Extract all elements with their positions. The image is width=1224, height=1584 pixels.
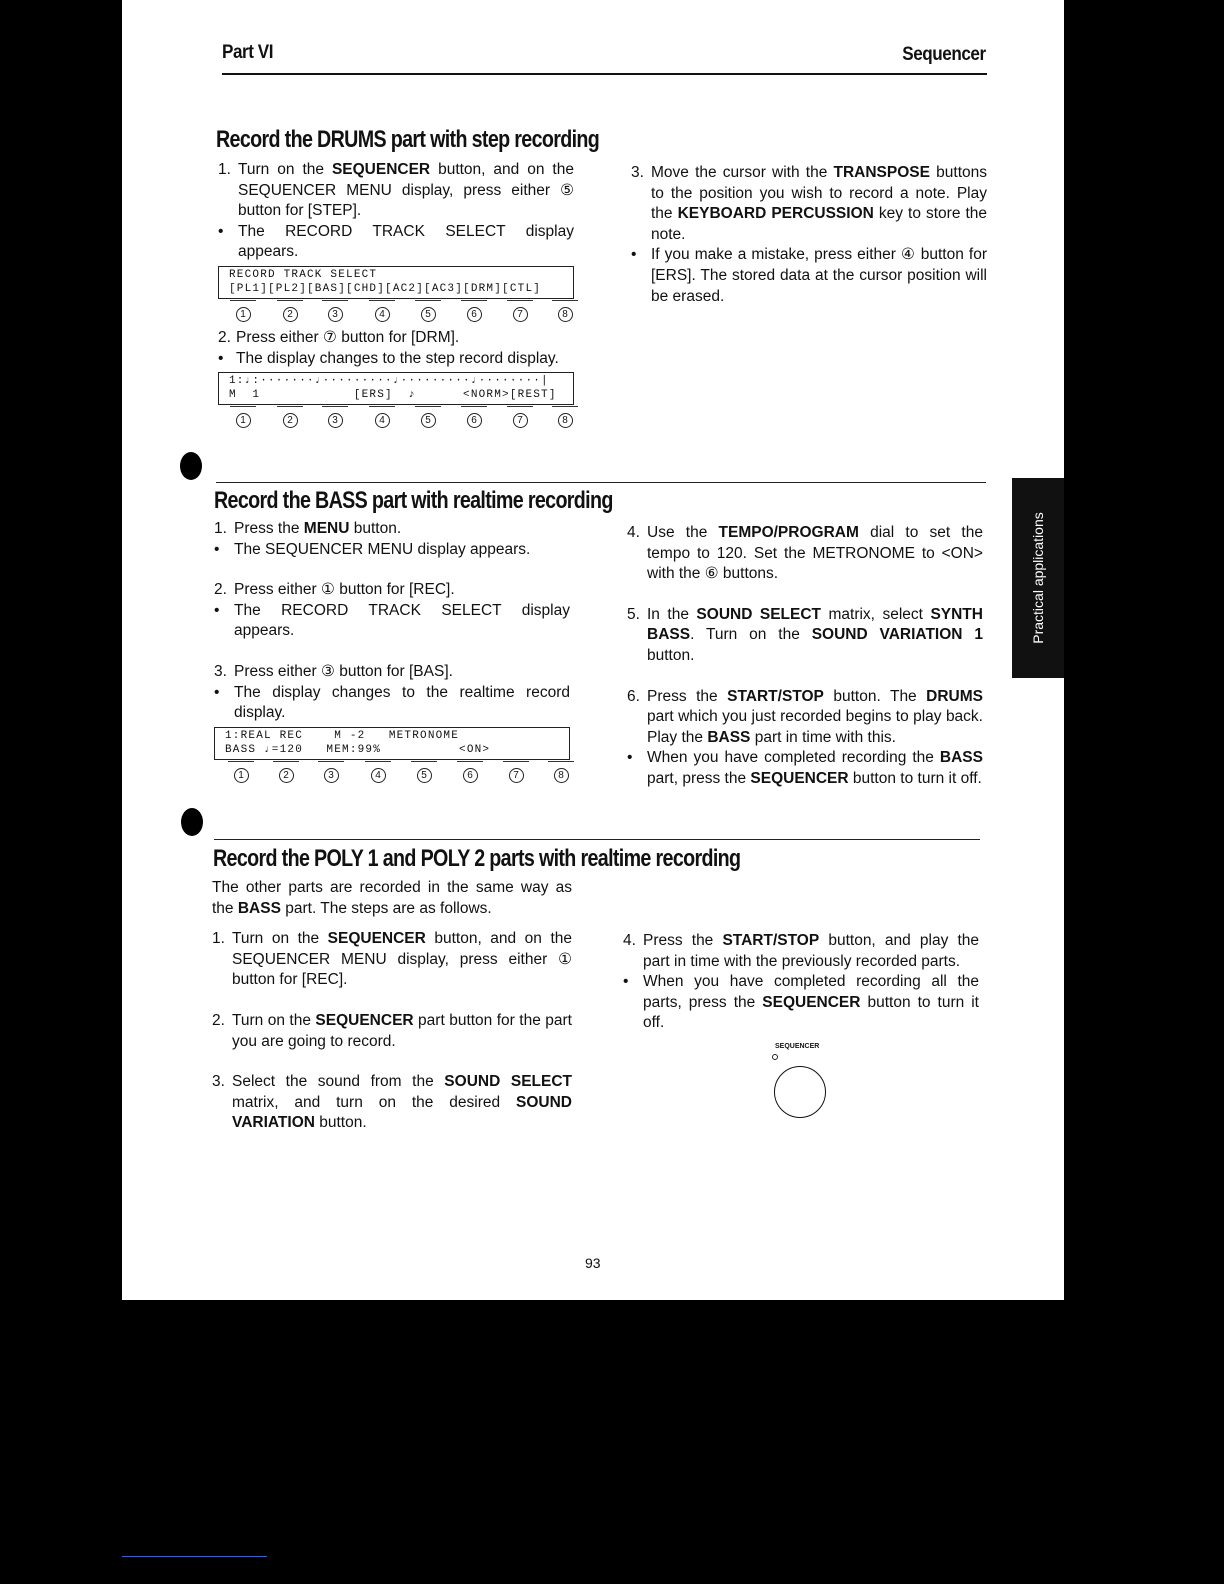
poly-left-column (212, 878, 572, 1134)
poly-bullet-4: • When you have completed recording all the parts, press the SEQUENCER button to turn it off. (623, 973, 979, 1032)
poly-intro: The other parts are recorded in the same way as the BASS part. The steps are as follows. (212, 879, 572, 917)
softkey-8: 8 (552, 300, 578, 324)
bass-bullet-6: • When you have completed recording the BASS part, press the SEQUENCER button to turn it off. (627, 749, 983, 787)
section-rule (214, 839, 980, 840)
sequencer-button-icon (774, 1066, 826, 1118)
bass-step-6: 6. Press the START/STOP button. The DRUMS part which you just recorded begins to play back. Play the BASS part in time with this. (627, 687, 984, 746)
section-title-drums: Record the DRUMS part with step recording (216, 126, 600, 153)
softkey-2: 2 (273, 761, 299, 785)
poly-step-2: 2. Turn on the SEQUENCER part button for the part you are going to record. (212, 1011, 572, 1050)
softkey-5: 5 (411, 761, 437, 785)
softkey-1: 1 (230, 300, 256, 324)
bass-bullet-1: • The SEQUENCER MENU display appears. (214, 540, 531, 558)
bass-step-5: 5. In the SOUND SELECT matrix, select SYNTH BASS. Turn on the SOUND VARIATION 1 button. (627, 605, 983, 664)
softkey-7: 7 (507, 406, 533, 430)
bass-step-2: 2. Press either ① button for [REC]. (214, 581, 455, 599)
drums-right-column (631, 163, 987, 307)
scan-edge-line (122, 1556, 267, 1557)
bass-step-4: 4. Use the TEMPO/PROGRAM dial to set the tempo to 120. Set the METRONOME to <ON> with the ⑥ buttons. (627, 524, 983, 583)
softkey-2: 2 (277, 406, 303, 430)
softkey-row (214, 761, 570, 789)
softkey-5: 5 (415, 406, 441, 430)
lcd-step-record: 1:♩:·······♩·········♩·········♩········| M 1 [ERS] ♪ <NORM>[REST] (218, 372, 574, 405)
bass-right-column (627, 523, 983, 790)
bass-left-column (214, 519, 570, 789)
drums-step-3: 3. Move the cursor with the TRANSPOSE buttons to the position you wish to record a note. Play the KEYBOARD PERCUSSION key to store the note. (631, 164, 988, 243)
section-title-bass: Record the BASS part with realtime recording (214, 487, 613, 514)
softkey-6: 6 (461, 406, 487, 430)
lcd-record-track-select: RECORD TRACK SELECT [PL1][PL2][BAS][CHD][AC2][AC3][DRM][CTL] (218, 266, 574, 299)
bass-bullet-3: • The display changes to the realtime record display. (214, 683, 570, 722)
softkey-row (218, 406, 574, 434)
poly-step-1: 1. Turn on the SEQUENCER button, and on the SEQUENCER MENU display, press either ① button for [REC]. (212, 930, 572, 989)
softkey-8: 8 (548, 761, 574, 785)
poly-right-column (623, 931, 979, 1034)
section-title-poly: Record the POLY 1 and POLY 2 parts with realtime recording (213, 845, 741, 872)
drums-bullet-1: • The RECORD TRACK SELECT display appears. (218, 222, 574, 261)
softkey-4: 4 (369, 300, 395, 324)
softkey-7: 7 (507, 300, 533, 324)
poly-step-4: 4. Press the START/STOP button, and play the part in time with the previously recorded parts. (623, 932, 980, 970)
sequencer-led-icon (772, 1054, 778, 1060)
bass-step-3: 3. Press either ③ button for [BAS]. (214, 662, 453, 680)
side-tab (1012, 478, 1064, 678)
softkey-4: 4 (369, 406, 395, 430)
softkey-1: 1 (230, 406, 256, 430)
drums-left-column (218, 160, 574, 434)
binder-hole (180, 452, 202, 480)
header-section: Sequencer (902, 44, 986, 65)
softkey-5: 5 (415, 300, 441, 324)
softkey-1: 1 (228, 761, 254, 785)
binder-hole (181, 808, 203, 836)
section-rule (216, 482, 986, 483)
softkey-row (218, 300, 574, 328)
bass-bullet-2: • The RECORD TRACK SELECT display appears. (214, 601, 570, 640)
softkey-3: 3 (322, 300, 348, 324)
side-tab-label: Practical applications (1030, 512, 1046, 644)
drums-step-2: 2. Press either ⑦ button for [DRM]. (218, 328, 460, 346)
softkey-7: 7 (503, 761, 529, 785)
softkey-3: 3 (322, 406, 348, 430)
bass-step-1: 1. Press the MENU button. (214, 520, 402, 537)
sequencer-label: SEQUENCER (775, 1043, 820, 1050)
page-number: 93 (585, 1255, 601, 1271)
softkey-4: 4 (365, 761, 391, 785)
drums-bullet-3: • If you make a mistake, press either ④ button for [ERS]. The stored data at the cursor position will be erased. (631, 246, 987, 305)
softkey-6: 6 (461, 300, 487, 324)
softkey-8: 8 (552, 406, 578, 430)
softkey-6: 6 (457, 761, 483, 785)
poly-step-3: 3. Select the sound from the SOUND SELECT matrix, and turn on the desired SOUND VARIATION button. (212, 1073, 572, 1132)
header-part: Part VI (222, 42, 274, 63)
softkey-3: 3 (318, 761, 344, 785)
drums-bullet-2: • The display changes to the step record display. (218, 349, 559, 367)
header-rule (222, 73, 987, 75)
lcd-realtime-record: 1:REAL REC M -2 METRONOME BASS ♩=120 MEM:99% <ON> (214, 727, 570, 760)
drums-step-1: 1. Turn on the SEQUENCER button, and on the SEQUENCER MENU display, press either ⑤ button for [STEP]. (218, 161, 574, 220)
softkey-2: 2 (277, 300, 303, 324)
